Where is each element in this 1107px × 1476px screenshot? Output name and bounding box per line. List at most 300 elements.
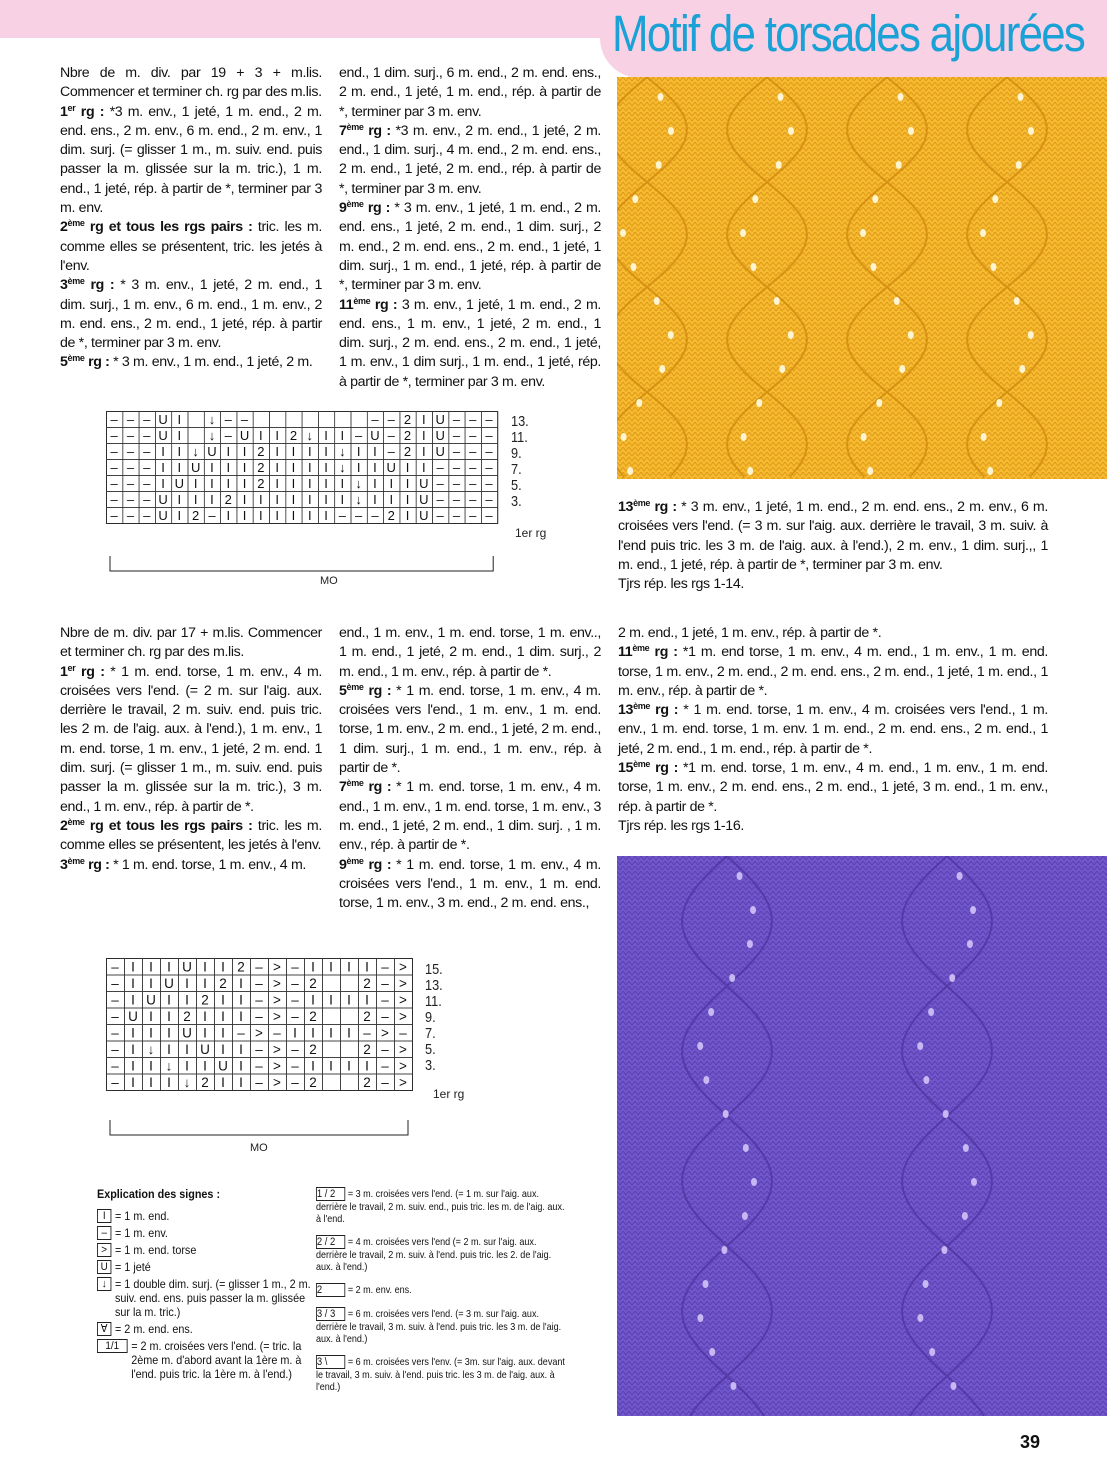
chart-symbol: I — [307, 492, 312, 507]
chart-symbol: I — [405, 508, 410, 523]
chart-symbol: I — [167, 959, 171, 975]
chart-symbol: I — [291, 508, 296, 523]
legend-text: = 6 m. croisées vers l'env. (= 3m. sur l'aig. aux. devant le travail, 3 m. suiv. à l'end. puis tric. les 3 m. de l'aig. aux. à l'end.) — [316, 1355, 565, 1393]
chart-symbol: I — [203, 1025, 207, 1041]
chart-symbol: I — [131, 1058, 135, 1074]
paragraph: 3ème rg : * 1 m. end. torse, 1 m. env., 4 m. — [60, 855, 307, 873]
chart-symbol: – — [143, 460, 151, 475]
row-number: 5. — [425, 1041, 436, 1058]
chart-symbol: 2 — [309, 1075, 317, 1090]
legend-text: = 1 m. end. torse — [115, 1243, 197, 1257]
legend-item — [97, 1260, 313, 1274]
chart-symbol: I — [293, 1025, 297, 1041]
chart-symbol: – — [255, 976, 263, 991]
chart-symbol: I — [167, 1042, 171, 1057]
chart-symbol: U — [182, 959, 192, 975]
chart-symbol: I — [210, 492, 214, 507]
chart-symbol: I — [221, 1025, 225, 1041]
chart-symbol: > — [381, 1025, 389, 1041]
chart-symbol: – — [371, 508, 379, 523]
eyelet — [703, 1076, 709, 1084]
eyelet — [908, 331, 914, 339]
chart-symbol: I — [177, 412, 182, 427]
chart-symbol: I — [131, 992, 135, 1008]
eyelet — [709, 1348, 715, 1356]
chart-symbol: – — [381, 1042, 389, 1057]
chart-symbol: I — [161, 444, 165, 459]
pattern1-row13 — [618, 498, 1048, 594]
chart-symbol: – — [111, 976, 119, 991]
chart-symbol: I — [373, 492, 377, 507]
chart-symbol: – — [111, 992, 119, 1008]
chart-symbol: 2 — [257, 476, 265, 491]
eyelet — [1028, 127, 1034, 135]
chart-symbol: > — [273, 1075, 281, 1090]
chart-symbol: I — [291, 460, 296, 475]
paragraph: Tjrs rép. les rgs 1-14. — [618, 576, 744, 593]
chart-symbol: – — [436, 508, 444, 523]
chart-symbol: – — [111, 1042, 119, 1057]
chart-symbol: I — [149, 1075, 153, 1090]
eyelet — [788, 331, 794, 339]
chart-symbol: U — [239, 428, 250, 443]
eyelet — [747, 467, 753, 475]
chart-symbol: – — [255, 1075, 263, 1090]
chart-symbol: U — [158, 492, 168, 507]
eyelet — [620, 229, 626, 237]
eyelet — [990, 263, 996, 271]
chart-symbol: I — [340, 428, 345, 443]
chart-symbol: 2 — [219, 976, 227, 991]
chart-symbol: I — [242, 460, 247, 475]
chart-symbol: I — [185, 1058, 189, 1074]
chart-symbol: – — [143, 476, 151, 491]
chart-symbol: – — [255, 1009, 263, 1024]
chart-symbol: – — [436, 476, 444, 491]
legend-left — [97, 1187, 313, 1384]
chart-symbol: 2 — [403, 412, 412, 427]
chart-symbol: U — [128, 1009, 138, 1024]
chart-symbol: I — [226, 476, 231, 491]
chart-symbol: – — [126, 492, 135, 507]
pattern1-column1 — [60, 64, 322, 373]
chart-symbol: – — [485, 428, 493, 443]
legend-symbol: 2 / 2 — [316, 1235, 345, 1249]
eyelet — [621, 433, 627, 441]
chart-symbol: I — [239, 1009, 243, 1024]
chart-symbol: – — [469, 412, 477, 427]
chart-symbol: – — [469, 428, 477, 443]
chart-symbol: I — [311, 1058, 315, 1074]
legend-text: = 2 m. end. ens. — [115, 1322, 193, 1336]
paragraph: 13ème rg : * 3 m. env., 1 jeté, 1 m. end., 2 m. end. ens., 2 m. env., 6 m. croisées vers l'end. (= 3 m. sur l'aig. aux. derrière le travail, 3 m. suiv. à l'end puis tric. les 3 m. de l'aig. aux. à l'end.), 2 m. env., 1 dim. surj.,, 1 m. end., 1 jeté, rép. à partir de *, terminer par 3 m. env. — [618, 498, 1048, 573]
chart-symbol: I — [365, 959, 369, 975]
eyelet — [636, 399, 642, 407]
chart-symbol: – — [371, 412, 379, 427]
chart-symbol: – — [436, 492, 444, 507]
paragraph: 11ème rg : 3 m. env., 1 jeté, 1 m. end., 2 m. end. ens., 1 m. env., 1 jeté, 2 m. end., 1 dim. surj., 2 m. end. ens., 2 m. end., 1 jeté, 1 m. env., 1 dim surj., 1 m. end., 1 jeté, rép. à partir de *, terminer par 3 m. env. — [339, 295, 601, 390]
legend-text: = 2 m. croisées vers l'end. (= tric. la 2ème m. d'abord avant la 1ère m. à l'end. puis tric. la 1ère m. à l'end.) — [131, 1339, 302, 1381]
chart-symbol: I — [259, 428, 263, 443]
paragraph: 7ème rg : *3 m. env., 2 m. end., 1 jeté, 2 m. end., 1 dim. surj., 4 m. end., 2 m. end. ens., 2 m. end., 1 jeté, 2 m. end., rép. à partir de *, terminer par 3 m. env. — [339, 121, 601, 197]
chart-symbol: I — [405, 492, 410, 507]
chart-symbol: I — [405, 460, 410, 475]
paragraph: 2ème rg et tous les rgs pairs : tric. les m. comme elles se présentent, tric. les jetés à l'env. — [60, 218, 322, 274]
paragraph: 13ème rg : * 1 m. end. torse, 1 m. env., 4 m. croisées vers l'end., 1 m. env., 1 m. end. torse, 1 m. env. 1 m. end., 2 m. end. ens., 2 m. end., 1 jeté, 2 m. end., 1 m. end., rép. à partir de *. — [618, 701, 1048, 757]
chart-symbol: I — [177, 460, 182, 475]
chart-symbol: I — [177, 492, 182, 507]
chart-symbol: U — [164, 976, 174, 991]
legend-header: Explication des signes : — [97, 1187, 221, 1201]
chart-symbol: I — [347, 1058, 351, 1074]
chart-symbol: – — [208, 508, 216, 523]
chart-symbol: I — [329, 1058, 333, 1074]
chart-symbol: – — [237, 1025, 245, 1041]
chart-symbol: – — [255, 959, 263, 975]
chart-symbol: 2 — [363, 1009, 371, 1024]
paragraph: 5ème rg : * 1 m. end. torse, 1 m. env., 4 m. croisées vers l'end., 1 m. env., 1 m. end. torse, 1 m. env., 2 m. end., 1 jeté, 2 m. end., 1 dim. surj., 1 m. end., 1 m. env., rép. à partir de *. — [339, 681, 601, 777]
paragraph: Nbre de m. div. par 17 + m.lis. Commencer et terminer ch. rg par des m.lis. — [60, 625, 322, 661]
chart-symbol: – — [110, 492, 118, 507]
chart-symbol: – — [111, 1075, 119, 1090]
paragraph: 15ème rg : *1 m. end. torse, 1 m. env., 4 m. end., 1 m. env., 1 m. end. torse, 1 m. env., 2 m. end. ens., 2 m. end., 1 jeté, 3 m. end., 1 m. env., rép. à partir de *. — [618, 759, 1048, 815]
chart-symbol: – — [126, 428, 135, 443]
eyelet — [627, 467, 633, 475]
pattern2-first-row-label: 1er rg — [433, 1087, 465, 1101]
chart-symbol: I — [221, 1042, 225, 1057]
eyelet — [774, 297, 780, 305]
eyelet — [656, 161, 662, 169]
legend-text: = 1 m. end. — [115, 1209, 170, 1223]
chart-symbol: I — [324, 476, 328, 491]
chart-symbol: – — [291, 1075, 299, 1090]
chart-symbol: – — [469, 476, 477, 491]
legend-item — [97, 1322, 313, 1336]
chart-symbol: I — [221, 992, 225, 1008]
chart-symbol: ↓ — [208, 428, 216, 443]
eyelet — [981, 433, 987, 441]
chart-symbol: – — [255, 1042, 263, 1057]
legend-symbol: I — [97, 1209, 111, 1223]
eyelet — [992, 195, 998, 203]
chart-symbol: I — [259, 508, 263, 523]
eyelet — [963, 1144, 969, 1152]
chart-symbol: > — [273, 959, 281, 975]
chart-symbol: – — [355, 508, 363, 523]
legend-symbol: U — [97, 1260, 111, 1274]
chart-symbol: ↓ — [192, 444, 199, 459]
chart-symbol: I — [167, 1025, 171, 1041]
chart-symbol: I — [221, 1009, 225, 1024]
eyelet — [957, 872, 963, 880]
chart-symbol: – — [110, 428, 118, 443]
eyelet — [917, 1314, 923, 1322]
chart-symbol: – — [485, 460, 493, 475]
eyelet — [750, 263, 756, 271]
chart-symbol: I — [242, 492, 247, 507]
chart-symbol: I — [167, 1009, 171, 1024]
paragraph: 2 m. end., 1 jeté, 1 m. env., rép. à partir de *. — [618, 625, 882, 641]
eyelet — [708, 1008, 714, 1016]
chart-symbol: I — [203, 976, 207, 991]
eyelet — [950, 1382, 956, 1390]
chart-symbol: I — [373, 476, 377, 491]
row-number: 15. — [425, 961, 443, 978]
row-number: 9. — [511, 445, 522, 462]
chart-symbol: I — [329, 992, 333, 1008]
eyelet — [867, 467, 873, 475]
eyelet — [752, 195, 758, 203]
paragraph: 3ème rg : * 3 m. env., 1 jeté, 2 m. end., 1 dim. surj., 1 m. env., 6 m. end., 1 m. env., 2 m. end. ens., 2 m. end., 1 jeté, rép. à partir de *, terminer par 3 m. env. — [60, 276, 323, 352]
chart-symbol: – — [110, 508, 118, 523]
legend-item — [97, 1209, 313, 1223]
legend-symbol: 1/1 — [97, 1339, 128, 1353]
legend-text: = 6 m. croisées vers l'end. (= 3 m. sur l'aig. aux. derrière le travail, 3 m. suiv. à l'end. puis tric. les 3 m. de l'aig. aux. à l'end.) — [316, 1307, 562, 1345]
eyelet — [778, 93, 784, 101]
chart-symbol: I — [177, 508, 182, 523]
legend-item — [316, 1235, 565, 1273]
chart-symbol: I — [422, 444, 426, 459]
chart-symbol: – — [143, 508, 151, 523]
chart-symbol: I — [131, 959, 135, 975]
chart-symbol: I — [239, 1042, 243, 1057]
chart-symbol: 2 — [237, 959, 245, 975]
legend-text: = 1 double dim. surj. (= glisser 1 m., 2 m. suiv. end. ens. puis passer la m. glissée sur la m. tric.) — [115, 1277, 311, 1319]
chart-symbol: I — [185, 1042, 189, 1057]
pattern2-mo-label: MO — [250, 1142, 268, 1154]
chart-symbol: 2 — [387, 508, 395, 523]
legend-text: = 1 m. env. — [115, 1226, 168, 1240]
chart-symbol: I — [167, 992, 171, 1008]
eyelet — [703, 1280, 709, 1288]
chart-symbol: > — [273, 1042, 281, 1057]
chart-symbol: U — [435, 428, 445, 443]
eyelet — [654, 297, 660, 305]
chart-symbol: – — [381, 1075, 389, 1090]
legend-symbol: 1 / 2 — [316, 1187, 345, 1201]
paragraph: Nbre de m. div. par 19 + 3 + m.lis. Commencer et terminer ch. rg par des m.lis. — [60, 65, 322, 101]
chart-symbol: I — [324, 428, 328, 443]
legend-item — [316, 1307, 565, 1345]
eyelet — [943, 1110, 949, 1118]
row-number: 11. — [425, 993, 442, 1010]
chart-symbol: – — [255, 1058, 263, 1074]
chart-symbol: U — [386, 460, 396, 475]
eyelet — [949, 974, 955, 982]
chart-symbol: – — [338, 508, 346, 523]
chart-symbol: I — [347, 959, 351, 975]
row-number: 3. — [425, 1057, 436, 1074]
chart-symbol: I — [275, 476, 279, 491]
chart-symbol: > — [399, 1058, 407, 1074]
yellow-swatch-photo — [617, 77, 1107, 479]
eyelet — [908, 127, 914, 135]
legend-text: = 2 m. env. ens. — [347, 1283, 412, 1296]
chart-symbol: I — [221, 1075, 225, 1090]
chart-symbol: > — [273, 1058, 281, 1074]
chart-symbol: I — [226, 508, 231, 523]
chart-symbol: I — [324, 460, 328, 475]
eyelet — [630, 263, 636, 271]
chart-symbol: – — [355, 428, 363, 443]
chart-symbol: – — [452, 428, 461, 443]
chart-symbol: – — [485, 444, 493, 459]
chart-symbol: I — [149, 959, 153, 975]
chart-symbol: I — [275, 508, 279, 523]
eyelet — [729, 974, 735, 982]
chart-symbol: I — [311, 959, 315, 975]
chart-symbol: I — [365, 1058, 369, 1074]
chart-symbol: 2 — [363, 1042, 371, 1057]
chart-symbol: 2 — [224, 492, 232, 507]
chart-symbol: I — [203, 959, 207, 975]
paragraph: end., 1 m. env., 1 m. end. torse, 1 m. env.., 1 m. end., 1 jeté, 2 m. end., 1 dim. surj., 2 m. end., 1 m. env., rép. à partir de *. — [339, 625, 601, 680]
eyelet — [668, 331, 674, 339]
chart-symbol: I — [389, 476, 394, 491]
mo-bracket — [110, 556, 493, 571]
chart-symbol: – — [469, 444, 477, 459]
chart-symbol: U — [435, 412, 445, 427]
chart-symbol: I — [242, 476, 247, 491]
chart-symbol: U — [158, 508, 168, 523]
chart-symbol: I — [329, 1025, 333, 1041]
chart-symbol: 2 — [183, 1009, 191, 1024]
chart-symbol: ↓ — [355, 476, 362, 491]
chart-symbol: ↓ — [147, 1042, 155, 1057]
chart-symbol: – — [387, 444, 395, 459]
chart-symbol: I — [291, 444, 296, 459]
chart-symbol: I — [167, 1075, 171, 1090]
chart-symbol: I — [242, 508, 247, 523]
legend-symbol: – — [97, 1226, 111, 1240]
eyelet — [872, 195, 878, 203]
chart-symbol: – — [143, 412, 151, 427]
chart-symbol: – — [469, 492, 477, 507]
chart-symbol: I — [373, 444, 377, 459]
chart-symbol: > — [273, 1009, 281, 1024]
chart-symbol: – — [126, 444, 135, 459]
chart-symbol: – — [126, 460, 135, 475]
chart-symbol: I — [177, 444, 182, 459]
eyelet — [697, 1042, 703, 1050]
chart-symbol: – — [387, 412, 395, 427]
eyelet — [779, 365, 785, 373]
chart-symbol: U — [158, 428, 168, 443]
chart-symbol: – — [110, 412, 118, 427]
chart-symbol: I — [239, 976, 243, 991]
legend-symbol: 3 \ — [316, 1355, 345, 1369]
chart-symbol: U — [370, 428, 380, 443]
chart-symbol: I — [422, 460, 426, 475]
chart-symbol: – — [363, 1025, 371, 1041]
chart-symbol: 2 — [201, 1075, 209, 1090]
chart-symbol: – — [452, 460, 461, 475]
eyelet — [1028, 331, 1034, 339]
eyelet — [756, 399, 762, 407]
chart-symbol: I — [185, 992, 189, 1008]
chart-symbol: 2 — [192, 508, 200, 523]
chart-symbol: I — [307, 476, 312, 491]
chart-symbol: I — [239, 992, 243, 1008]
row-number: 7. — [425, 1025, 436, 1042]
chart-symbol: ↓ — [306, 428, 313, 443]
chart-symbol: I — [389, 492, 394, 507]
eyelet — [697, 1314, 703, 1322]
chart-symbol: – — [240, 412, 249, 427]
chart-symbol: – — [291, 1042, 299, 1057]
eyelet — [1019, 365, 1025, 373]
eyelet — [730, 1382, 736, 1390]
chart-symbol: – — [381, 976, 389, 991]
chart-symbol: I — [291, 476, 296, 491]
chart-symbol: I — [177, 428, 182, 443]
eyelet — [723, 1110, 729, 1118]
mo-bracket — [110, 1120, 408, 1135]
chart-symbol: I — [365, 992, 369, 1008]
chart-symbol: I — [275, 460, 279, 475]
chart-symbol: I — [311, 1025, 315, 1041]
chart-symbol: I — [161, 460, 165, 475]
eyelet — [896, 161, 902, 169]
eyelet — [659, 365, 665, 373]
page-number: 39 — [1020, 1432, 1041, 1452]
chart-symbol: – — [452, 508, 461, 523]
chart-symbol: – — [143, 444, 151, 459]
chart-symbol: – — [110, 476, 118, 491]
chart-symbol: I — [149, 1058, 153, 1074]
legend-symbol: ∀ — [97, 1322, 111, 1336]
chart-symbol: I — [149, 1009, 153, 1024]
paragraph: end., 1 dim. surj., 6 m. end., 2 m. end. ens., 2 m. end., 1 jeté, 1 m. end., rép. à partir de *, terminer par 3 m. env. — [339, 65, 601, 120]
chart-symbol: – — [291, 959, 299, 975]
chart-symbol: I — [311, 992, 315, 1008]
eyelet — [980, 229, 986, 237]
chart-symbol: I — [242, 444, 247, 459]
chart-symbol: U — [207, 444, 217, 459]
chart-symbol: I — [131, 1075, 135, 1090]
chart-symbol: – — [436, 460, 444, 475]
chart-symbol: – — [110, 444, 118, 459]
chart-symbol: I — [131, 1042, 135, 1057]
chart-symbol: – — [381, 1058, 389, 1074]
chart-symbol: > — [399, 976, 407, 991]
chart-symbol: I — [161, 476, 165, 491]
chart-symbol: – — [291, 1009, 299, 1024]
chart-symbol: U — [158, 412, 168, 427]
chart-symbol: – — [273, 1025, 281, 1041]
chart-symbol: – — [126, 412, 135, 427]
chart-symbol: I — [185, 976, 189, 991]
chart-symbol: – — [111, 1009, 119, 1024]
chart-symbol: – — [111, 1058, 119, 1074]
chart-symbol: – — [143, 428, 151, 443]
paragraph: 2ème rg et tous les rgs pairs : tric. les m. comme elles se présentent, les jetés à l'env. — [60, 816, 322, 854]
legend-right — [316, 1187, 565, 1403]
eyelet — [742, 1212, 748, 1220]
legend-text: = 4 m. croisées vers l'end (= 2 m. sur l'aig. aux. derrière le travail, 2 m. suiv. à l'end. puis tric. les 2. de l'aig. aux. à l'end.) — [316, 1235, 552, 1273]
eyelet — [876, 399, 882, 407]
chart-symbol: I — [329, 959, 333, 975]
chart-symbol: ↓ — [165, 1058, 173, 1074]
chart-symbol: I — [347, 1025, 351, 1041]
chart-symbol: – — [387, 428, 395, 443]
paragraph: 9ème rg : * 3 m. env., 1 jeté, 1 m. end., 2 m. end. ens., 1 jeté, 2 m. end., 1 dim. surj., 2 m. end., 2 m. end. ens., 2 m. end., 1 jeté, 1 dim. surj., 1 m. end., 1 jeté, rép. à partir de *, terminer par 3 m. env. — [339, 199, 601, 294]
paragraph: 9ème rg : * 1 m. end. torse, 1 m. env., 4 m. croisées vers l'end., 1 m. env., 1 m. end. torse, 1 m. env., 3 m. end., 2 m. end. ens., — [339, 855, 601, 912]
chart-symbol: I — [291, 492, 296, 507]
chart-symbol: – — [291, 976, 299, 991]
chart-symbol: – — [485, 508, 493, 523]
chart-symbol: 2 — [403, 444, 412, 459]
